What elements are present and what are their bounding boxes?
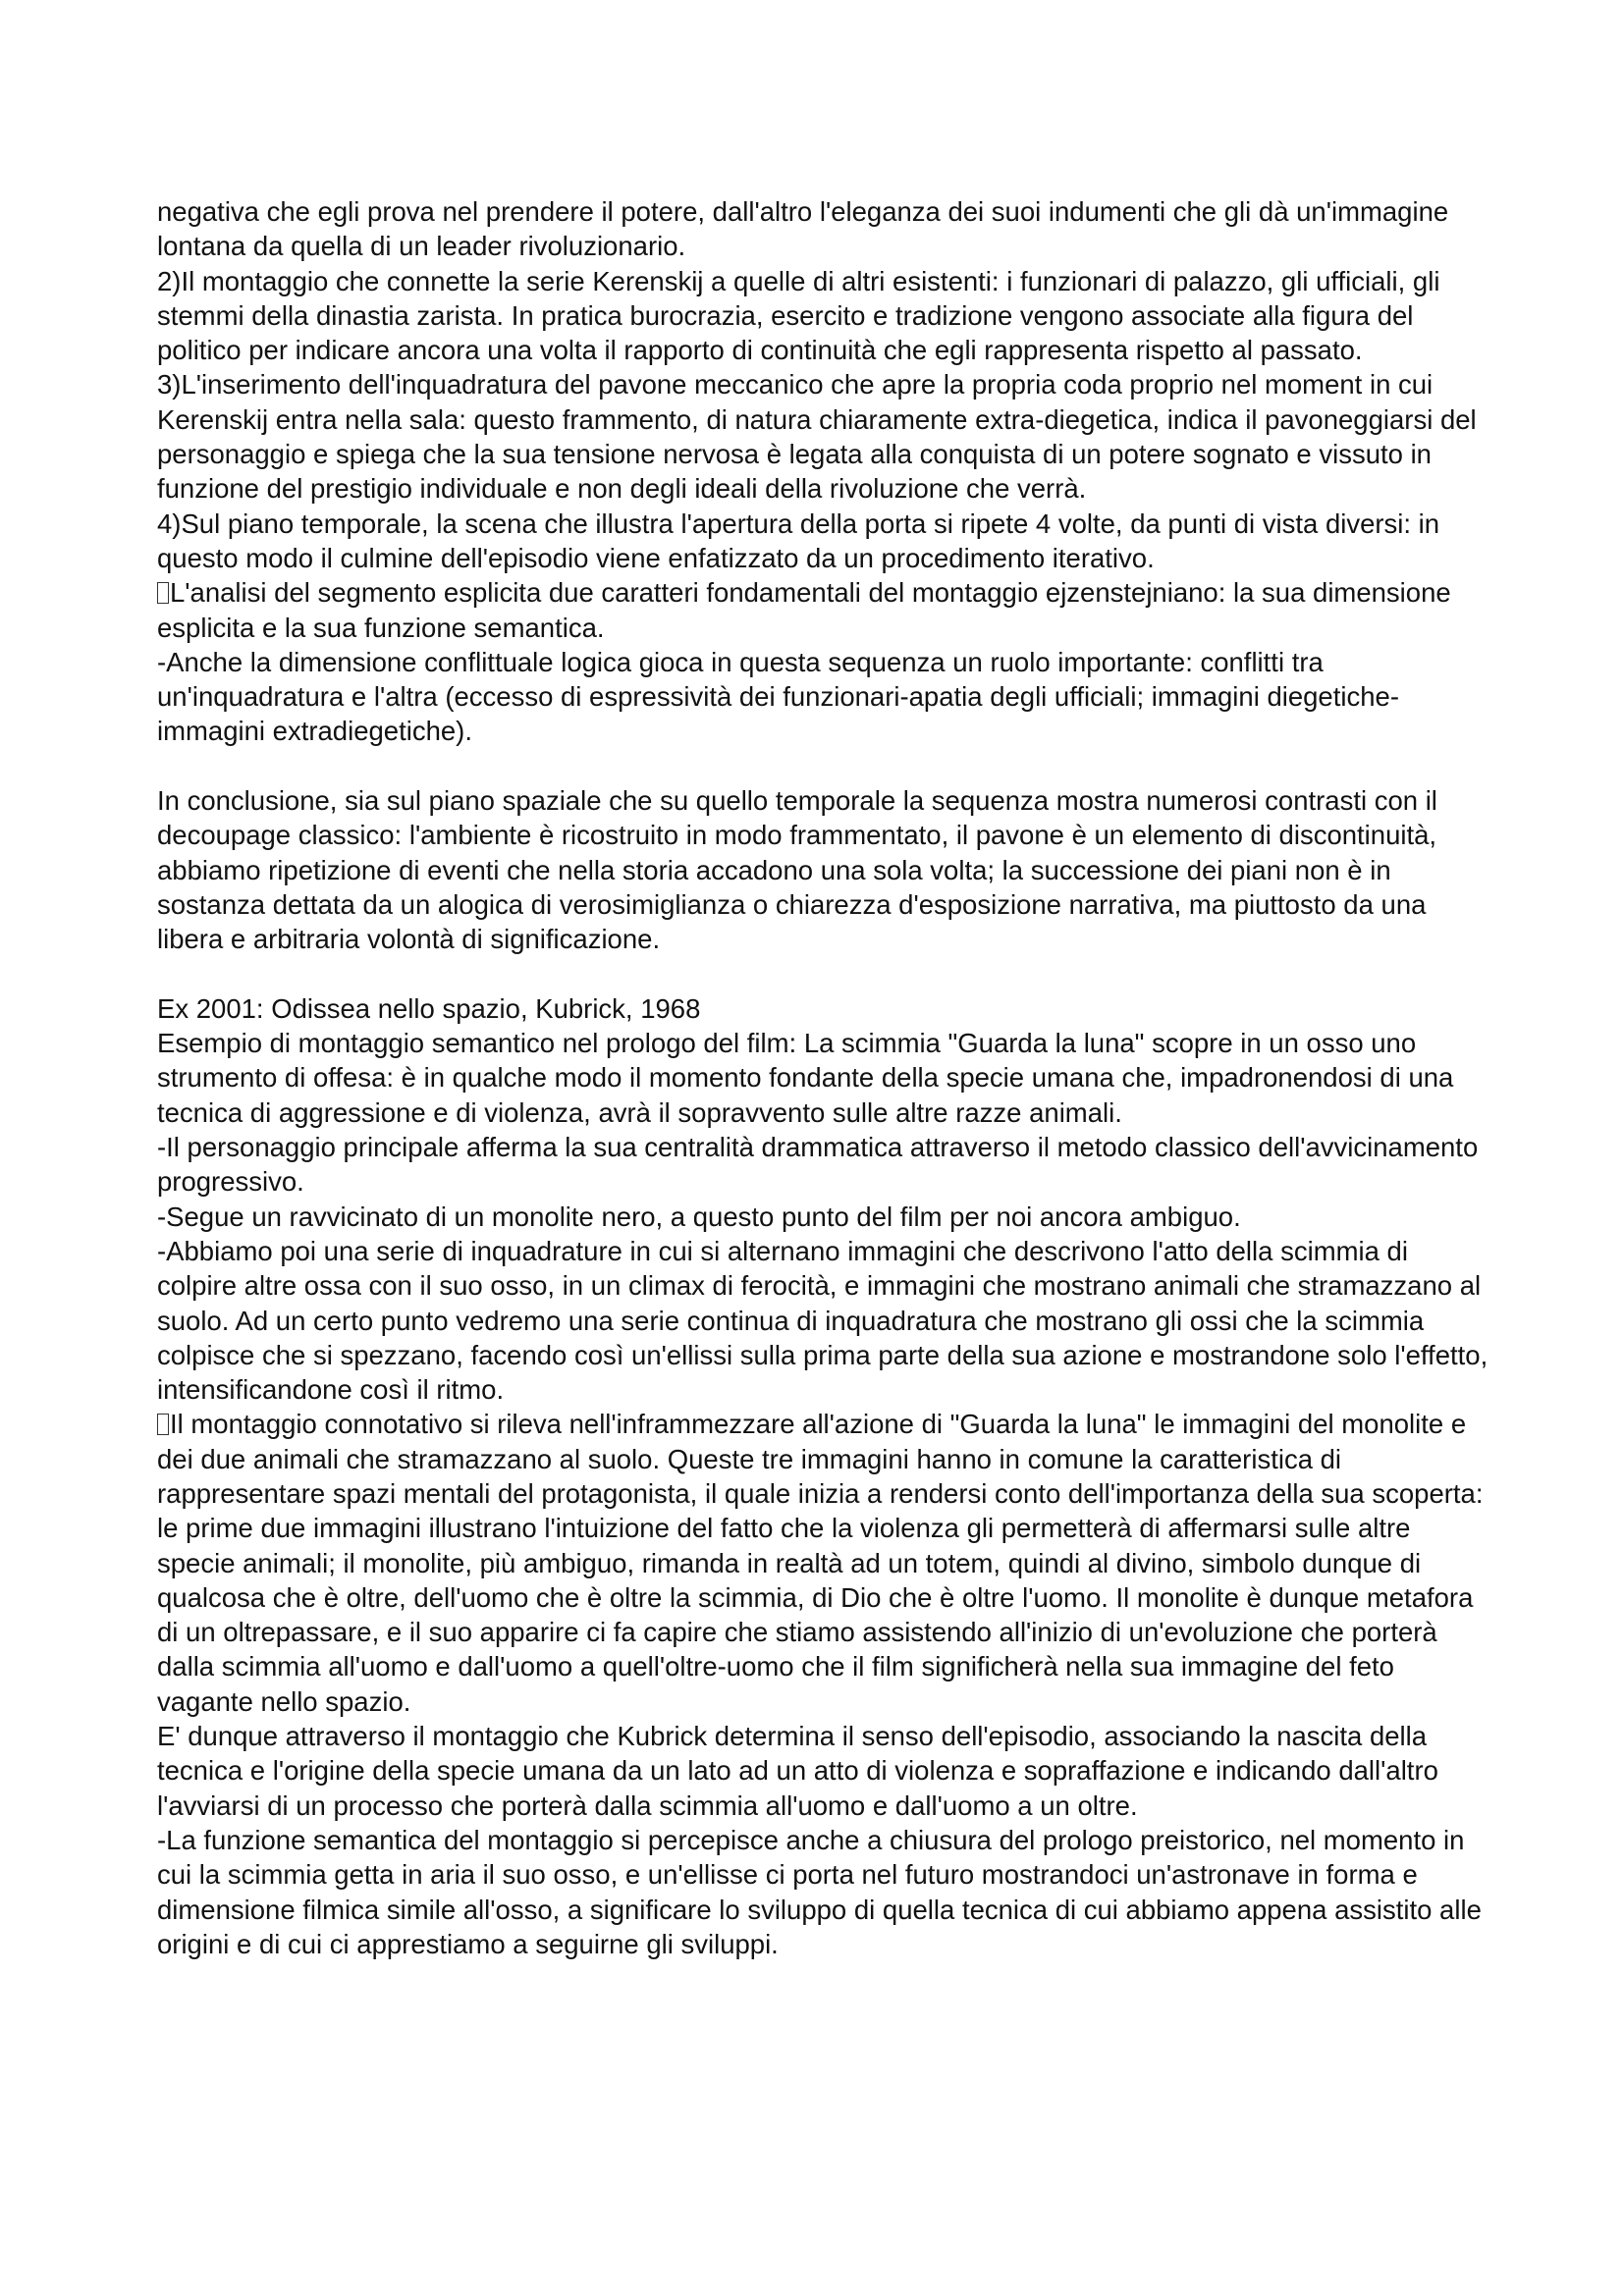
paragraph-semantic-function: -La funzione semantica del montaggio si percepisce anche a chiusura del prologo preistorico, nel momento in cui la scimmia getta in aria il suo osso, e un'ellisse ci porta nel futuro mostrandoci un'astronave in forma e dimensione filmica simile all'osso, a significare lo sviluppo di quella tecnica di cui abbiamo appena assistito alle origini e di cui ci apprestiamo a seguirne gli sviluppi.	[157, 1824, 1482, 1959]
paragraph-example-intro: Esempio di montaggio semantico nel prologo del film: La scimmia "Guarda la luna" scopre in un osso uno strumento di offesa: è in qualche modo il momento fondante della specie umana che, impadronendosi di una tecnica di aggressione e di violenza, avrà il sopravvento sulle altre razze animali.	[157, 1028, 1454, 1128]
paragraph-main-character: -Il personaggio principale afferma la sua centralità drammatica attraverso il metodo classico dell'avvicinamento progressivo.	[157, 1132, 1479, 1198]
document-page	[157, 194, 1492, 1961]
missing-glyph-icon	[157, 1414, 169, 1435]
paragraph-arrow-analysis-text: L'analisi del segmento esplicita due caratteri fondamentali del montaggio ejzenstejniano: la sua dimensione esplicita e la sua funzione semantica.	[157, 577, 1451, 643]
paragraph-continuation: negativa che egli prova nel prendere il potere, dall'altro l'eleganza dei suoi indumenti che gli dà un'immagine lontana da quella di un leader rivoluzionario.	[157, 196, 1449, 262]
paragraph-kubrick-meaning: E' dunque attraverso il montaggio che Kubrick determina il senso dell'episodio, associando la nascita della tecnica e l'origine della specie umana da un lato ad un atto di violenza e sopraffazione e indicando dall'altro l'avviarsi di un processo che porterà dalla scimmia all'uomo e dall'uomo a un oltre.	[157, 1721, 1438, 1821]
paragraph-conclusion: In conclusione, sia sul piano spaziale che su quello temporale la sequenza mostra numerosi contrasti con il decoupage classico: l'ambiente è ricostruito in modo frammentato, il pavone è un elemento di discontinuità, abbiamo ripetizione di eventi che nella storia accadono una sola volta; la successione dei piani non è in sostanza dettata da un alogica di verosimiglianza o chiarezza d'esposizione narrativa, ma piuttosto da una libera e arbitraria volontà di significazione.	[157, 785, 1437, 955]
paragraph-monolith: -Segue un ravvicinato di un monolite nero, a questo punto del film per noi ancora ambiguo.	[157, 1201, 1241, 1232]
paragraph-point-2: 2)Il montaggio che connette la serie Kerenskij a quelle di altri esistenti: i funzionari di palazzo, gli ufficiali, gli stemmi della dinastia zarista. In pratica burocrazia, esercito e tradizione vengono associate alla figura del politico per indicare ancora una volta il rapporto di continuità che egli rappresenta rispetto al passato.	[157, 265, 1440, 366]
blank-line	[157, 957, 1492, 991]
paragraph-sequence: -Abbiamo poi una serie di inquadrature in cui si alternano immagini che descrivono l'atto della scimmia di colpire altre ossa con il suo osso, in un climax di ferocità, e immagini che mostrano animali che stramazzano al suolo. Ad un certo punto vedremo una serie continua di inquadratura che mostrano gli ossi che la scimmia colpisce che si spezzano, facendo così un'ellissi sulla prima parte della sua azione e mostrandone solo l'effetto, intensificandone così il ritmo.	[157, 1235, 1488, 1406]
missing-glyph-icon	[157, 582, 169, 604]
paragraph-conflict: -Anche la dimensione conflittuale logica gioca in questa sequenza un ruolo importante: conflitti tra un'inquadratura e l'altra (eccesso di espressività dei funzionari-apatia degli ufficiali; immagini diegetiche-immagini extradiegetiche).	[157, 646, 1399, 747]
paragraph-arrow-connotative	[157, 1407, 1492, 1719]
blank-line	[157, 749, 1492, 783]
paragraph-point-3: 3)L'inserimento dell'inquadratura del pavone meccanico che apre la propria coda proprio nel moment in cui Kerenskij entra nella sala: questo frammento, di natura chiaramente extra-diegetica, indica il pavoneggiarsi del personaggio e spiega che la sua tensione nervosa è legata alla conquista di un potere sognato e vissuto in funzione del prestigio individuale e non degli ideali della rivoluzione che verrà.	[157, 369, 1477, 505]
paragraph-point-4: 4)Sul piano temporale, la scena che illustra l'apertura della porta si ripete 4 volte, da punti di vista diversi: in questo modo il culmine dell'episodio viene enfatizzato da un procedimento iterativo.	[157, 507, 1440, 573]
paragraph-arrow-connotative-text: Il montaggio connotativo si rileva nell'inframmezzare all'azione di "Guarda la luna" le immagini del monolite e dei due animali che stramazzano al suolo. Queste tre immagini hanno in comune la caratteristica di rappresentare spazi mentali del protagonista, il quale inizia a rendersi conto dell'importanza della sua scoperta: le prime due immagini illustrano l'intuizione del fatto che la violenza gli permetterà di affermarsi sulle altre specie animali; il monolite, più ambiguo, rimanda in realtà ad un totem, quindi al divino, simbolo dunque di qualcosa che è oltre, dell'uomo che è oltre la scimmia, di Dio che è oltre l'uomo. Il monolite è dunque metafora di un oltrepassare, e il suo apparire ci fa capire che stiamo assistendo all'inizio di un'evoluzione che porterà dalla scimmia all'uomo e dall'uomo a quell'oltre-uomo che il film significherà nella sua immagine del feto vagante nello spazio.	[157, 1409, 1484, 1717]
paragraph-arrow-analysis	[157, 575, 1492, 645]
example-title: Ex 2001: Odissea nello spazio, Kubrick, 1968	[157, 992, 701, 1024]
